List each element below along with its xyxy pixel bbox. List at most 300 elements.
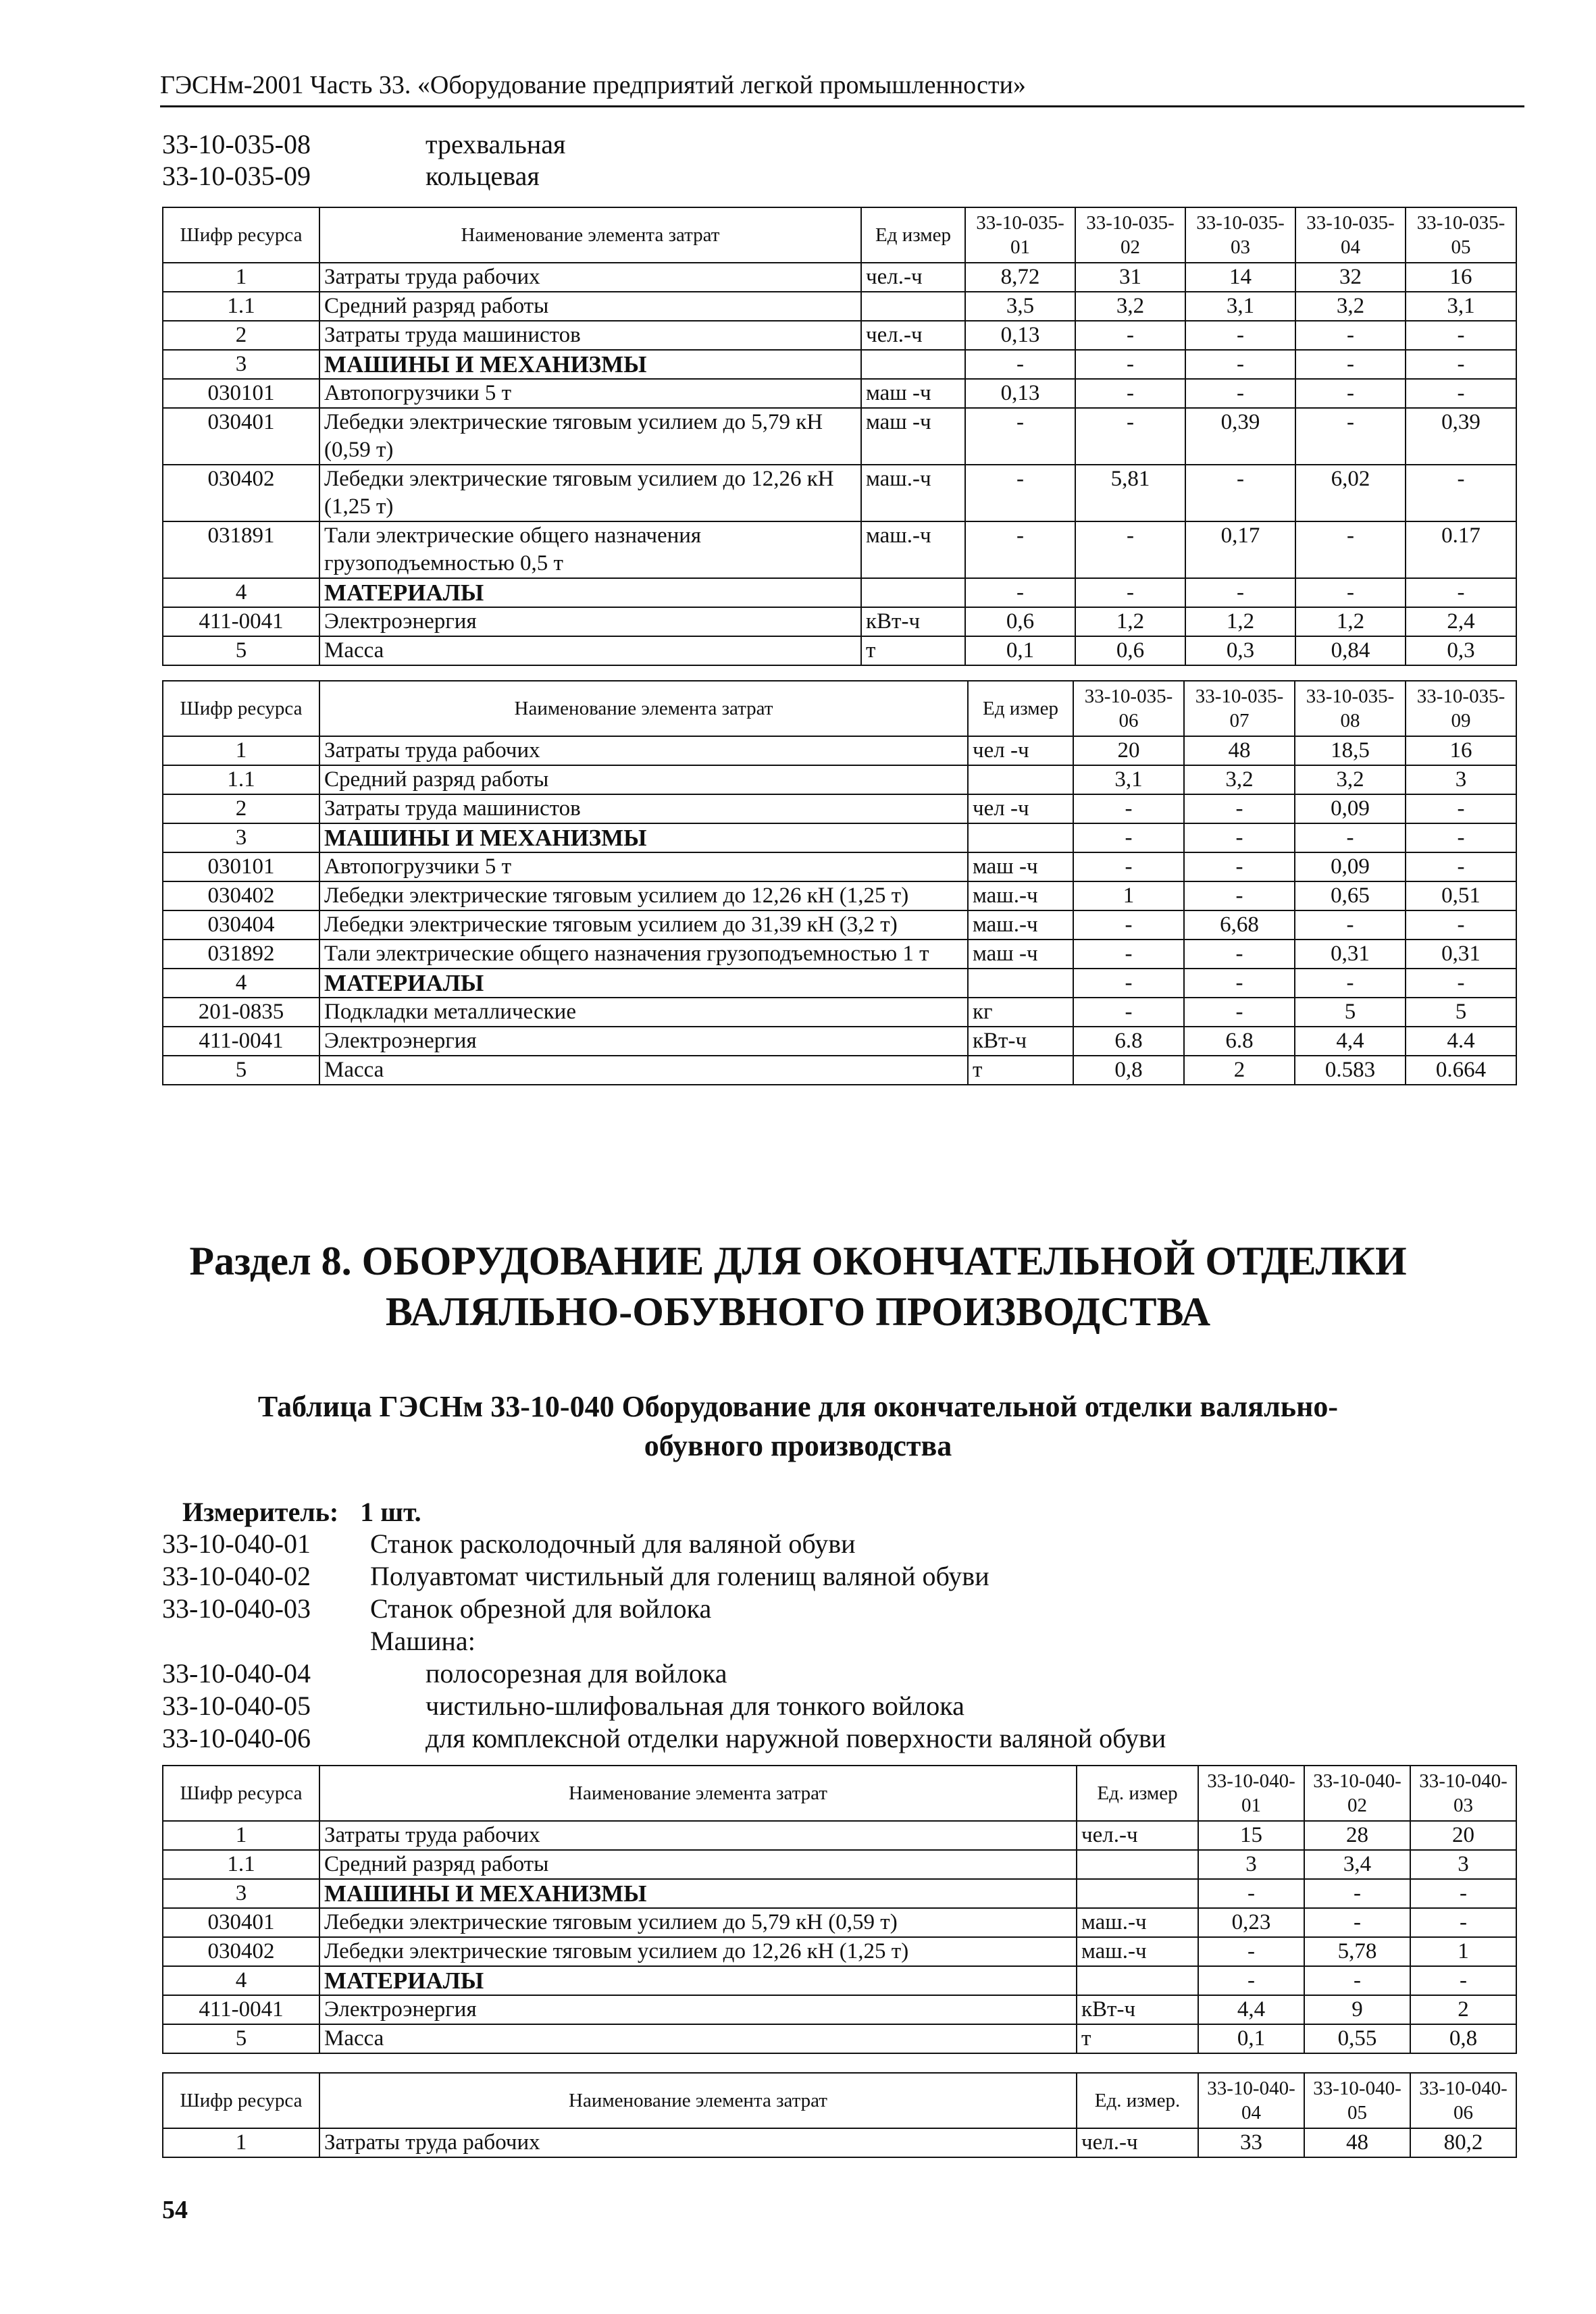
column-header: Наименование элемента затрат [319, 1766, 1077, 1821]
unit: кВт-ч [968, 1027, 1073, 1056]
resource-code: 030401 [163, 1908, 319, 1937]
norm-value: - [1184, 823, 1295, 852]
unit [1077, 1850, 1198, 1879]
norm-value: - [1075, 321, 1185, 350]
norm-value: 0,1 [965, 636, 1075, 665]
equipment-list [162, 1528, 1445, 1755]
unit: чел.-ч [1077, 2128, 1198, 2157]
column-header: Наименование элемента затрат [319, 681, 968, 736]
unit [968, 765, 1073, 794]
norm-value: 3,5 [965, 292, 1075, 321]
norm-value: - [1295, 321, 1406, 350]
list-code: 33-10-035-08 [162, 129, 311, 159]
cost-element-name: Автопогрузчики 5 т [319, 379, 861, 408]
norm-value: - [1295, 408, 1406, 465]
unit [968, 969, 1073, 998]
resource-code: 1 [163, 1821, 319, 1850]
cost-element-name: Затраты труда рабочих [319, 1821, 1077, 1850]
norm-value: - [1295, 910, 1406, 940]
unit: маш.-ч [1077, 1908, 1198, 1937]
norm-value: - [1295, 578, 1406, 607]
norm-value: 18,5 [1295, 736, 1406, 765]
norm-value: - [1075, 578, 1185, 607]
norm-value: 3 [1198, 1850, 1304, 1879]
norm-value: - [1406, 350, 1516, 379]
norm-value: - [1304, 1879, 1410, 1908]
table-row [163, 910, 1516, 940]
resource-code: 5 [163, 2024, 319, 2053]
column-header: 33-10-035-06 [1073, 681, 1184, 736]
column-header: 33-10-040-02 [1304, 1766, 1410, 1821]
resource-code: 411-0041 [163, 607, 319, 636]
norm-value: 0,6 [965, 607, 1075, 636]
list-item [162, 1690, 1445, 1722]
table-row [163, 2128, 1516, 2157]
norm-value: 0,8 [1073, 1056, 1184, 1085]
list-code: 33-10-040-03 [162, 1593, 311, 1624]
resource-code: 411-0041 [163, 1027, 319, 1056]
table-row [163, 852, 1516, 881]
list-code: 33-10-040-04 [162, 1658, 311, 1689]
norm-value: 0,6 [1075, 636, 1185, 665]
table-row [163, 292, 1516, 321]
norm-value: 32 [1295, 263, 1406, 292]
norm-value: 0,8 [1410, 2024, 1516, 2053]
unit: маш.-ч [861, 521, 965, 578]
running-header: ГЭСНм-2001 Часть 33. «Оборудование предприятий легкой промышленности» [160, 70, 1524, 107]
column-header: 33-10-035-04 [1295, 207, 1406, 263]
cost-element-name: Лебедки электрические тяговым усилием до 31,39 кН (3,2 т) [319, 910, 968, 940]
list-text: Станок расколодочный для валяной обуви [370, 1528, 856, 1559]
norm-value: 6.8 [1184, 1027, 1295, 1056]
norm-value: 5 [1406, 998, 1516, 1027]
norm-value: 3,1 [1073, 765, 1184, 794]
column-header: 33-10-040-01 [1198, 1766, 1304, 1821]
column-header: 33-10-035-01 [965, 207, 1075, 263]
norm-value: 15 [1198, 1821, 1304, 1850]
norm-value: 4,4 [1198, 1995, 1304, 2024]
meter-value: 1 шт. [360, 1497, 421, 1527]
table-row [163, 607, 1516, 636]
cost-element-name: Лебедки электрические тяговым усилием до 12,26 кН (1,25 т) [319, 1937, 1077, 1966]
column-header: Ед измер [968, 681, 1073, 736]
resource-code: 030402 [163, 1937, 319, 1966]
norm-value: - [1073, 823, 1184, 852]
unit: чел -ч [968, 736, 1073, 765]
cost-element-name: Тали электрические общего назначения грузоподъемностью 0,5 т [319, 521, 861, 578]
list-item [162, 1722, 1445, 1755]
norm-value: 3 [1406, 765, 1516, 794]
unit: маш -ч [861, 379, 965, 408]
cost-element-name: Масса [319, 1056, 968, 1085]
norm-value: - [1295, 969, 1406, 998]
norm-value: 3,4 [1304, 1850, 1410, 1879]
norm-value: 48 [1304, 2128, 1410, 2157]
norm-value: 0,13 [965, 321, 1075, 350]
unit: маш -ч [861, 408, 965, 465]
resource-code: 031892 [163, 940, 319, 969]
list-text: полосорезная для войлока [426, 1658, 727, 1689]
list-text: чистильно-шлифовальная для тонкого войлока [426, 1691, 964, 1721]
resource-code: 2 [163, 321, 319, 350]
column-header: 33-10-035-05 [1406, 207, 1516, 263]
list-text: для комплексной отделки наружной поверхности валяной обуви [426, 1723, 1166, 1753]
cost-element-name: Электроэнергия [319, 1995, 1077, 2024]
norm-value: 0.583 [1295, 1056, 1406, 1085]
norm-value: 0,3 [1406, 636, 1516, 665]
cost-element-name: Лебедки электрические тяговым усилием до 12,26 кН (1,25 т) [319, 465, 861, 521]
norm-value: 20 [1410, 1821, 1516, 1850]
norm-value: - [1295, 521, 1406, 578]
norm-value: - [965, 521, 1075, 578]
cost-element-name: Средний разряд работы [319, 1850, 1077, 1879]
resource-code: 2 [163, 794, 319, 823]
cost-element-name: Затраты труда машинистов [319, 321, 861, 350]
norm-value: 4,4 [1295, 1027, 1406, 1056]
unit: маш.-ч [861, 465, 965, 521]
table-row [163, 1908, 1516, 1937]
table-row [163, 321, 1516, 350]
resource-code: 030401 [163, 408, 319, 465]
norm-value: - [1198, 1966, 1304, 1995]
table-row [163, 881, 1516, 910]
column-header: 33-10-040-04 [1198, 2073, 1304, 2128]
norm-value: - [1075, 379, 1185, 408]
list-item [162, 1528, 1445, 1560]
norm-value: 5,78 [1304, 1937, 1410, 1966]
list-item [162, 1625, 1445, 1657]
norm-value: 0,39 [1406, 408, 1516, 465]
resource-code: 030404 [163, 910, 319, 940]
column-header: 33-10-035-03 [1185, 207, 1295, 263]
section-title-line1: Раздел 8. ОБОРУДОВАНИЕ ДЛЯ ОКОНЧАТЕЛЬНОЙ ОТДЕЛКИ [189, 1239, 1407, 1283]
norm-value: 3,2 [1295, 292, 1406, 321]
unit: кВт-ч [1077, 1995, 1198, 2024]
cost-element-name: Масса [319, 2024, 1077, 2053]
unit: т [968, 1056, 1073, 1085]
unit [861, 350, 965, 379]
list-code: 33-10-040-05 [162, 1691, 311, 1721]
resource-code: 1 [163, 736, 319, 765]
resource-code: 5 [163, 1056, 319, 1085]
resource-code: 030101 [163, 379, 319, 408]
table-row [163, 465, 1516, 521]
norm-value: - [1185, 465, 1295, 521]
norm-value: 3,1 [1185, 292, 1295, 321]
column-header: 33-10-035-09 [1406, 681, 1516, 736]
cost-element-name: Средний разряд работы [319, 292, 861, 321]
norm-value: 16 [1406, 736, 1516, 765]
cost-element-name: Автопогрузчики 5 т [319, 852, 968, 881]
intro-list [162, 128, 1175, 192]
table-row [163, 1850, 1516, 1879]
resource-table-040-04-06 [162, 2072, 1517, 2158]
resource-code: 031891 [163, 521, 319, 578]
unit: кВт-ч [861, 607, 965, 636]
norm-value: 33 [1198, 2128, 1304, 2157]
norm-value: 3,2 [1184, 765, 1295, 794]
norm-value: - [1198, 1937, 1304, 1966]
norm-value: - [1075, 350, 1185, 379]
resource-table-040-01-03 [162, 1765, 1517, 2054]
norm-value: - [1406, 910, 1516, 940]
norm-value: 1 [1410, 1937, 1516, 1966]
table-row [163, 969, 1516, 998]
norm-value: - [965, 465, 1075, 521]
list-item [162, 128, 1175, 160]
norm-value: - [1184, 794, 1295, 823]
unit: т [1077, 2024, 1198, 2053]
cost-element-name: МАШИНЫ И МЕХАНИЗМЫ [319, 350, 861, 379]
resource-code: 3 [163, 823, 319, 852]
norm-value: 31 [1075, 263, 1185, 292]
norm-value: - [1073, 940, 1184, 969]
norm-value: 0,23 [1198, 1908, 1304, 1937]
norm-value: - [1410, 1908, 1516, 1937]
column-header: Шифр ресурса [163, 207, 319, 263]
norm-value: 0,1 [1198, 2024, 1304, 2053]
column-header: Ед. измер. [1077, 2073, 1198, 2128]
resource-code: 3 [163, 350, 319, 379]
meter-label: Измеритель: [182, 1497, 339, 1527]
cost-element-name: МАШИНЫ И МЕХАНИЗМЫ [319, 823, 968, 852]
cost-element-name: Затраты труда рабочих [319, 2128, 1077, 2157]
norm-value: - [1073, 910, 1184, 940]
norm-value: 3,1 [1406, 292, 1516, 321]
norm-value: 0,3 [1185, 636, 1295, 665]
norm-value: - [1406, 578, 1516, 607]
norm-value: 0,65 [1295, 881, 1406, 910]
table-title-line2: обувного производства [644, 1429, 952, 1462]
norm-value: 0.17 [1406, 521, 1516, 578]
norm-value: - [1295, 350, 1406, 379]
unit: т [861, 636, 965, 665]
norm-value: 2,4 [1406, 607, 1516, 636]
meter [182, 1496, 421, 1528]
table-row [163, 1966, 1516, 1995]
page-number: 54 [162, 2196, 188, 2224]
norm-value: 1,2 [1295, 607, 1406, 636]
list-code: 33-10-040-02 [162, 1561, 311, 1591]
table-row [163, 765, 1516, 794]
norm-value: 1,2 [1075, 607, 1185, 636]
resource-code: 1.1 [163, 1850, 319, 1879]
table-row [163, 1995, 1516, 2024]
table-row [163, 1879, 1516, 1908]
table-row [163, 1937, 1516, 1966]
list-code: 33-10-040-06 [162, 1723, 311, 1753]
norm-value: - [1184, 881, 1295, 910]
norm-value: 3,2 [1295, 765, 1406, 794]
cost-element-name: Лебедки электрические тяговым усилием до 12,26 кН (1,25 т) [319, 881, 968, 910]
resource-code: 030101 [163, 852, 319, 881]
norm-value: - [1184, 940, 1295, 969]
list-text: трехвальная [426, 129, 566, 159]
cost-element-name: Тали электрические общего назначения грузоподъемностью 1 т [319, 940, 968, 969]
resource-code: 4 [163, 969, 319, 998]
table-row [163, 1056, 1516, 1085]
norm-value: - [1406, 969, 1516, 998]
norm-value: - [1295, 823, 1406, 852]
norm-value: - [1295, 379, 1406, 408]
resource-table-035-01-05 [162, 207, 1517, 666]
table-row [163, 379, 1516, 408]
norm-value: 1,2 [1185, 607, 1295, 636]
norm-value: 0,09 [1295, 794, 1406, 823]
resource-code: 4 [163, 1966, 319, 1995]
column-header: Наименование элемента затрат [319, 207, 861, 263]
unit [1077, 1879, 1198, 1908]
unit: маш.-ч [968, 881, 1073, 910]
list-item [162, 1657, 1445, 1690]
resource-code: 201-0835 [163, 998, 319, 1027]
table-row [163, 998, 1516, 1027]
list-item [162, 160, 1175, 192]
norm-value: 1 [1073, 881, 1184, 910]
unit: маш -ч [968, 940, 1073, 969]
norm-value: 4.4 [1406, 1027, 1516, 1056]
norm-value: - [1075, 408, 1185, 465]
norm-value: 20 [1073, 736, 1184, 765]
norm-value: - [1073, 852, 1184, 881]
norm-value: - [1406, 379, 1516, 408]
table-row [163, 263, 1516, 292]
norm-value: - [1198, 1879, 1304, 1908]
norm-value: 6,68 [1184, 910, 1295, 940]
column-header: 33-10-040-03 [1410, 1766, 1516, 1821]
norm-value: - [1184, 969, 1295, 998]
cost-element-name: Лебедки электрические тяговым усилием до 5,79 кН (0,59 т) [319, 408, 861, 465]
norm-value: 28 [1304, 1821, 1410, 1850]
resource-code: 4 [163, 578, 319, 607]
table-row [163, 1027, 1516, 1056]
table-row [163, 823, 1516, 852]
resource-code: 3 [163, 1879, 319, 1908]
norm-value: - [1185, 321, 1295, 350]
norm-value: 0,55 [1304, 2024, 1410, 2053]
column-header: 33-10-035-08 [1295, 681, 1406, 736]
norm-value: 48 [1184, 736, 1295, 765]
norm-value: - [1406, 852, 1516, 881]
norm-value: 6.8 [1073, 1027, 1184, 1056]
resource-table-035-06-09 [162, 680, 1517, 1085]
list-item [162, 1560, 1445, 1593]
norm-value: 0,09 [1295, 852, 1406, 881]
norm-value: 0,13 [965, 379, 1075, 408]
resource-code: 1.1 [163, 292, 319, 321]
table-title-line1: Таблица ГЭСНм 33-10-040 Оборудование для окончательной отделки валяльно- [257, 1390, 1339, 1423]
column-header: 33-10-035-07 [1184, 681, 1295, 736]
cost-element-name: Подкладки металлические [319, 998, 968, 1027]
cost-element-name: Средний разряд работы [319, 765, 968, 794]
unit: маш.-ч [968, 910, 1073, 940]
column-header: 33-10-040-05 [1304, 2073, 1410, 2128]
table-row [163, 794, 1516, 823]
cost-element-name: Затраты труда рабочих [319, 736, 968, 765]
unit: маш.-ч [1077, 1937, 1198, 1966]
norm-value: 8,72 [965, 263, 1075, 292]
unit [1077, 1966, 1198, 1995]
norm-value: - [1184, 998, 1295, 1027]
cost-element-name: Лебедки электрические тяговым усилием до 5,79 кН (0,59 т) [319, 1908, 1077, 1937]
column-header: Ед. измер [1077, 1766, 1198, 1821]
norm-value: 0,84 [1295, 636, 1406, 665]
norm-value: 2 [1184, 1056, 1295, 1085]
resource-code: 030402 [163, 881, 319, 910]
list-text: Машина: [370, 1626, 475, 1656]
unit: чел -ч [968, 794, 1073, 823]
column-header: Ед измер [861, 207, 965, 263]
norm-value: 80,2 [1410, 2128, 1516, 2157]
column-header: Шифр ресурса [163, 1766, 319, 1821]
norm-value: 16 [1406, 263, 1516, 292]
cost-element-name: МАШИНЫ И МЕХАНИЗМЫ [319, 1879, 1077, 1908]
norm-value: - [1185, 350, 1295, 379]
norm-value: - [1406, 823, 1516, 852]
norm-value: 9 [1304, 1995, 1410, 2024]
unit [861, 292, 965, 321]
table-row [163, 636, 1516, 665]
norm-value: - [1185, 379, 1295, 408]
resource-code: 1.1 [163, 765, 319, 794]
resource-code: 5 [163, 636, 319, 665]
column-header: 33-10-040-06 [1410, 2073, 1516, 2128]
resource-code: 030402 [163, 465, 319, 521]
table-row [163, 578, 1516, 607]
norm-value: 5,81 [1075, 465, 1185, 521]
cost-element-name: МАТЕРИАЛЫ [319, 1966, 1077, 1995]
resource-code: 411-0041 [163, 1995, 319, 2024]
norm-value: 3,2 [1075, 292, 1185, 321]
norm-value: - [1073, 969, 1184, 998]
cost-element-name: Электроэнергия [319, 1027, 968, 1056]
column-header: Шифр ресурса [163, 681, 319, 736]
norm-value: - [1406, 794, 1516, 823]
cost-element-name: Затраты труда машинистов [319, 794, 968, 823]
norm-value: - [1406, 321, 1516, 350]
table-row [163, 521, 1516, 578]
list-item [162, 1593, 1445, 1625]
unit: маш -ч [968, 852, 1073, 881]
norm-value: - [1075, 521, 1185, 578]
table-row [163, 940, 1516, 969]
unit: чел.-ч [861, 321, 965, 350]
norm-value: 0,51 [1406, 881, 1516, 910]
norm-value: - [1304, 1908, 1410, 1937]
unit [968, 823, 1073, 852]
column-header: Наименование элемента затрат [319, 2073, 1077, 2128]
unit [861, 578, 965, 607]
list-text: Полуавтомат чистильный для голенищ валяной обуви [370, 1561, 989, 1591]
norm-value: - [1304, 1966, 1410, 1995]
cost-element-name: Электроэнергия [319, 607, 861, 636]
cost-element-name: МАТЕРИАЛЫ [319, 969, 968, 998]
norm-value: - [1410, 1879, 1516, 1908]
norm-value: 0,39 [1185, 408, 1295, 465]
table-row [163, 408, 1516, 465]
unit: кг [968, 998, 1073, 1027]
section-title-line2: ВАЛЯЛЬНО-ОБУВНОГО ПРОИЗВОДСТВА [385, 1289, 1211, 1334]
norm-value: - [1406, 465, 1516, 521]
norm-value: 3 [1410, 1850, 1516, 1879]
norm-value: - [965, 408, 1075, 465]
norm-value: 0,31 [1295, 940, 1406, 969]
list-code: 33-10-040-01 [162, 1528, 311, 1559]
cost-element-name: МАТЕРИАЛЫ [319, 578, 861, 607]
unit: чел.-ч [861, 263, 965, 292]
list-text: кольцевая [426, 161, 540, 191]
norm-value: - [1073, 998, 1184, 1027]
